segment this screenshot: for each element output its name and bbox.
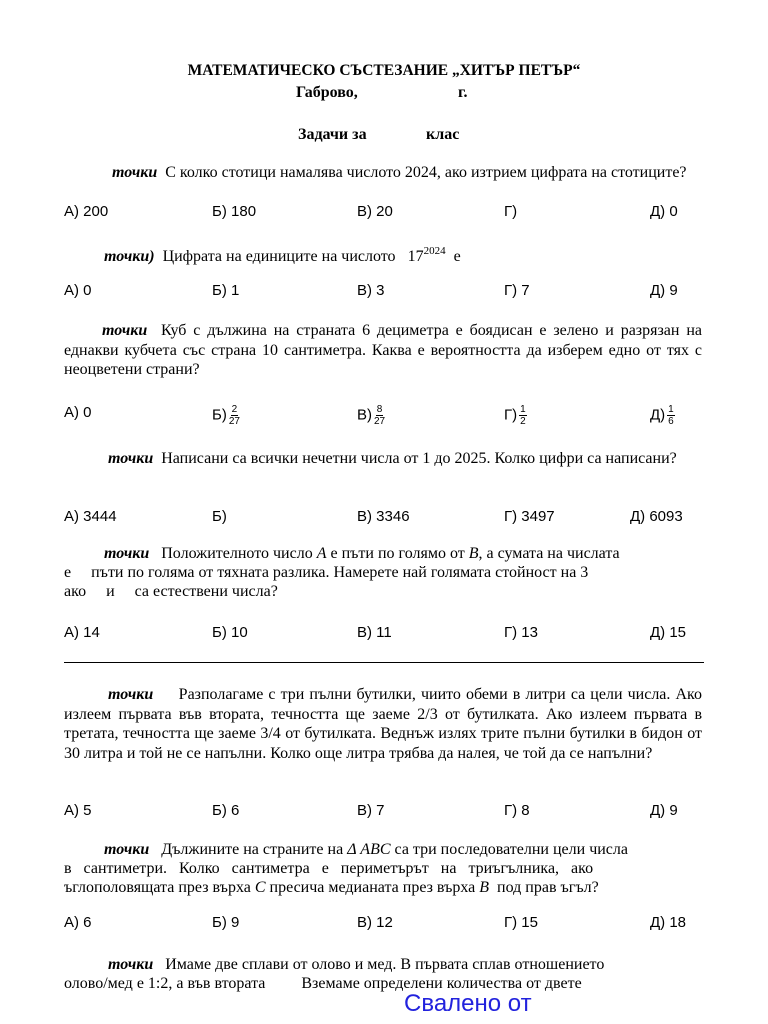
header-place: Габрово, <box>296 84 358 101</box>
points-label: точки <box>108 450 154 467</box>
answer-row-6 <box>0 802 768 824</box>
problem-text: С колко стотици намалява числото 2024, ако изтрием цифрата на стотиците? <box>165 164 687 181</box>
problem-2 <box>64 242 702 267</box>
answer-option: А) 5 <box>64 802 92 819</box>
power-base: 17 <box>407 248 424 265</box>
answer-option: Б) 9 <box>212 914 240 931</box>
problem-line <box>64 840 704 859</box>
answer-letter: В) <box>357 406 372 424</box>
fraction <box>374 404 385 427</box>
power-exponent: 2024 <box>423 245 446 257</box>
variable-c: C <box>254 879 266 896</box>
answer-option: Б) 180 <box>212 203 257 220</box>
answer-option: А) 14 <box>64 624 100 641</box>
header-year-suffix: г. <box>458 84 468 101</box>
fraction-numerator: 1 <box>668 404 674 415</box>
points-label: точки) <box>104 248 155 265</box>
problem-line: в сантиметри. Колко сантиметра е периметърът на триъгълника, ако <box>64 860 594 877</box>
answer-option: Д) 9 <box>650 282 678 299</box>
answer-option: В) 3346 <box>357 508 410 525</box>
answer-option: Д) 9 <box>650 802 678 819</box>
section-divider <box>64 662 704 663</box>
fraction-numerator: 8 <box>376 404 383 415</box>
problem-text: Разполагаме с три пълни бутилки, чиито обеми в литри са цели числа. Ако излеем първата във втората, течността ще заеме 2/3 от бутилката. Ако излеем първата в третата, течността ще заеме 3/4 от бутилката. Веднъж излях трите пълни бутилки в бидон от 30 литра и той не се напълни. Колко още литра трябва да налея, че той да се напълни? <box>64 686 703 762</box>
answer-option: Г) 13 <box>504 624 538 641</box>
problem-3 <box>64 321 702 380</box>
points-label: точки <box>104 841 150 858</box>
points-label: точки <box>104 545 150 562</box>
problem-text: ъглополовящата през върха <box>64 879 251 896</box>
problem-6 <box>64 685 702 763</box>
answer-option: Д) 15 <box>650 624 687 641</box>
answer-option: Б) 10 <box>212 624 248 641</box>
fraction-denominator: 2 <box>520 416 526 427</box>
fraction <box>667 404 675 427</box>
problem-7 <box>64 840 704 897</box>
problem-text: , а сумата на числата <box>478 545 620 562</box>
points-label: точки <box>108 956 154 973</box>
answer-option: Г) <box>504 203 518 220</box>
answer-option: А) 6 <box>64 914 92 931</box>
answer-option: Д) 6093 <box>630 508 683 525</box>
answer-option <box>357 404 385 427</box>
answer-letter: Г) <box>504 406 518 424</box>
answer-letter: Б) <box>212 406 227 424</box>
problem-1 <box>64 163 702 183</box>
problem-line <box>64 544 704 563</box>
problem-8 <box>64 955 704 993</box>
answer-option: В) 11 <box>357 624 392 641</box>
answer-option: А) 3444 <box>64 508 117 525</box>
problem-text: Имаме две сплави от олово и мед. В първата сплав отношението <box>165 956 605 973</box>
answer-option: Г) 15 <box>504 914 538 931</box>
answer-option: Д) 0 <box>650 203 678 220</box>
problem-line: ако и са естествени числа? <box>64 583 278 600</box>
points-label: точки <box>112 164 158 181</box>
answer-row-2 <box>0 282 768 304</box>
answer-option: Г) 3497 <box>504 508 555 525</box>
problem-text-end: е <box>453 248 461 265</box>
points-label: точки <box>102 322 148 339</box>
problem-text: Написани са всички нечетни числа от 1 до 2025. Колко цифри са написани? <box>161 450 677 467</box>
answer-option: Г) 8 <box>504 802 530 819</box>
answer-row-7 <box>0 914 768 936</box>
problem-4 <box>64 449 702 469</box>
variable-a: A <box>316 545 327 562</box>
fraction-numerator: 2 <box>231 404 238 415</box>
answer-option <box>650 404 675 427</box>
answer-option: Б) 1 <box>212 282 240 299</box>
answer-option: В) 12 <box>357 914 393 931</box>
fraction-numerator: 1 <box>520 404 526 415</box>
answer-row-4 <box>0 508 768 530</box>
answer-row-1 <box>0 203 768 225</box>
grade-suffix: клас <box>426 126 460 143</box>
fraction-denominator: 27 <box>374 416 386 427</box>
answer-option: Д) 18 <box>650 914 687 931</box>
fraction-denominator: 27 <box>228 416 240 427</box>
competition-title: МАТЕМАТИЧЕСКО СЪСТЕЗАНИЕ „ХИТЪР ПЕТЪР“ <box>187 62 581 79</box>
problem-text: Цифрата на единиците на числото <box>162 248 396 265</box>
problem-text: са три последователни цели числа <box>394 841 628 858</box>
problem-text: под прав ъгъл? <box>497 879 599 896</box>
variable-b: B <box>468 545 479 562</box>
answer-option: А) 200 <box>64 203 109 220</box>
answer-letter: Д) <box>650 406 666 424</box>
download-source-link[interactable]: Свалено от <box>404 990 532 1017</box>
problem-text: пресича медианата през върха <box>269 879 476 896</box>
answer-option: В) 3 <box>357 282 385 299</box>
answer-option: Б) <box>212 508 227 525</box>
answer-option: А) 0 <box>64 404 92 421</box>
answer-option: Г) 7 <box>504 282 530 299</box>
problem-text: Дължините на страните на <box>161 841 344 858</box>
answer-row-5 <box>0 624 768 646</box>
answer-option: В) 7 <box>357 802 385 819</box>
answer-option: В) 20 <box>357 203 393 220</box>
triangle-abc: Δ ABC <box>347 841 391 858</box>
answer-option: Б) 6 <box>212 802 240 819</box>
tasks-for-label: Задачи за <box>298 126 367 143</box>
points-label: точки <box>108 686 154 703</box>
fraction <box>229 404 240 427</box>
problem-line <box>64 878 704 897</box>
fraction-denominator: 6 <box>668 416 674 427</box>
answer-option <box>212 404 240 427</box>
problem-text: Положителното число <box>161 545 313 562</box>
problem-line: олово/мед е 1:2, а във втората Вземаме определени количества от двете <box>64 975 582 992</box>
answer-row-3 <box>0 400 768 430</box>
problem-text: Куб с дължина на страната 6 дециметра е боядисан е зелено и разрязан на еднакви кубчета със страна 10 сантиметра. Каква е вероятността да изберем едно от тях с неоцветени страни? <box>64 322 703 378</box>
problem-line: е пъти по голяма от тяхната разлика. Намерете най голямата стойност на 3 <box>64 564 589 581</box>
problem-line <box>64 955 704 974</box>
fraction <box>519 404 527 427</box>
answer-option: А) 0 <box>64 282 92 299</box>
problem-text: е пъти по голямо от <box>330 545 465 562</box>
problem-5 <box>64 544 704 601</box>
variable-b: B <box>479 879 490 896</box>
answer-option <box>504 404 527 427</box>
